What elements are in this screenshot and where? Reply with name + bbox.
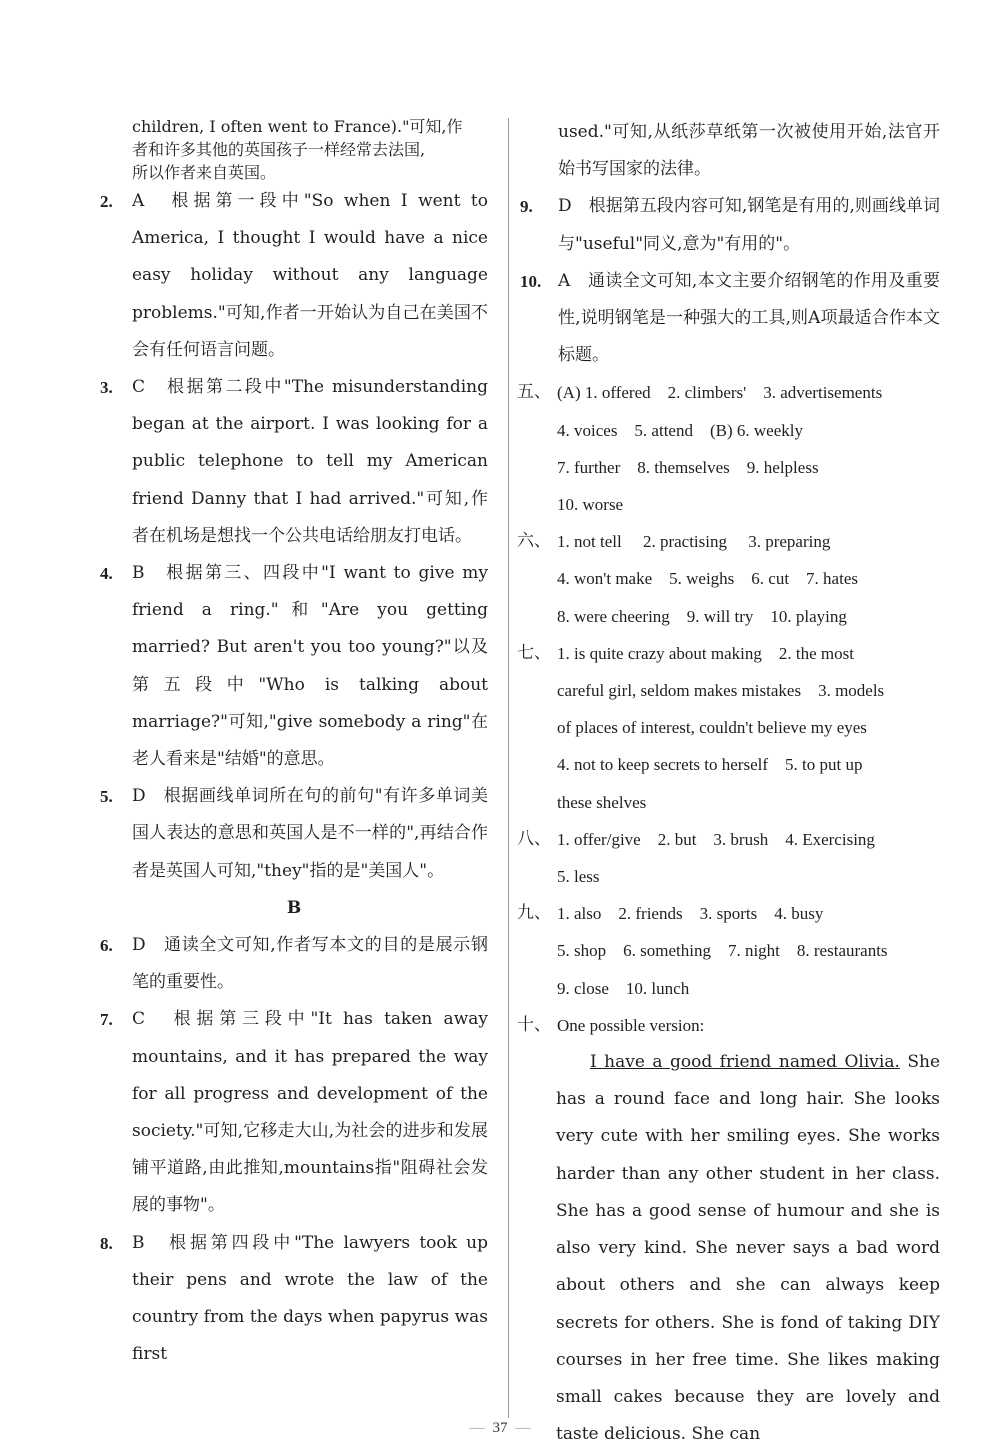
answer-number: 7. xyxy=(100,1010,113,1030)
answer-text: B 根据第四段中"The lawyers took up their pens and wrote the law of the country from the days when papyrus was first xyxy=(132,1232,488,1365)
answer-text: used."可知,从纸莎草纸第一次被使用开始,法官开始书写国家的法律。 xyxy=(558,122,940,180)
answer-8-continued xyxy=(558,114,940,188)
answer-line: 4. not to keep secrets to herself 5. to put up xyxy=(557,755,863,775)
left-column xyxy=(100,114,488,1374)
right-column xyxy=(517,114,941,1453)
answer-line: these shelves xyxy=(557,792,647,812)
answer-line: One possible version: xyxy=(557,1015,705,1035)
section-9 xyxy=(517,895,940,1007)
answer-item-10 xyxy=(520,263,940,375)
answer-text: A 根据第一段中"So when I went to America, I thought I would have a nice easy holiday without any language problems."可知,作者一开始认为自己在美国不会有任何语言问题。 xyxy=(132,191,488,360)
answer-item-3 xyxy=(100,369,488,555)
answer-text: D 通读全文可知,作者写本文的目的是展示钢笔的重要性。 xyxy=(132,935,488,993)
answer-text: D 根据第五段内容可知,钢笔是有用的,则画线单词与"useful"同义,意为"有用的"。 xyxy=(558,196,940,254)
answer-line: 4. voices 5. attend (B) 6. weekly xyxy=(557,420,803,440)
column-divider xyxy=(508,118,509,1418)
answer-number: 3. xyxy=(100,378,113,398)
page-number: 37 xyxy=(492,1420,508,1436)
answer-item-6 xyxy=(100,927,488,1001)
answer-text: C 根据第二段中"The misunderstanding began at the airport. I was looking for a public telephone to tell my American friend Danny that I had arrived."可知,作者在机场是想找一个公共电话给朋友打电话。 xyxy=(132,377,488,546)
left-intro xyxy=(132,114,488,183)
essay-topic-sentence: I have a good friend named Olivia. xyxy=(590,1052,900,1073)
section-10 xyxy=(517,1007,940,1044)
section-label: 十、 xyxy=(517,1014,551,1035)
sample-essay xyxy=(556,1044,940,1453)
section-7 xyxy=(517,635,940,821)
answer-number: 4. xyxy=(100,564,113,584)
section-label: 七、 xyxy=(517,642,551,663)
answer-line: 4. won't make 5. weighs 6. cut 7. hates xyxy=(557,569,858,589)
answer-line: of places of interest, couldn't believe my eyes xyxy=(557,718,867,738)
answer-number: 5. xyxy=(100,787,113,807)
section-heading: B xyxy=(286,897,302,918)
answer-item-2 xyxy=(100,183,488,369)
answer-line: 1. offer/give 2. but 3. brush 4. Exercising xyxy=(557,829,875,849)
footer-dash: — xyxy=(469,1420,485,1436)
answer-line: 1. also 2. friends 3. sports 4. busy xyxy=(557,904,824,924)
answer-number: 6. xyxy=(100,936,113,956)
answer-item-9 xyxy=(520,188,940,262)
essay-body: She has a round face and long hair. She looks very cute with her smiling eyes. She works harder than any other student in her class. She has a good sense of humour and she is also very kind. She never says a bad word about others and she can always keep secrets for others. She is fond of taking DIY courses in her free time. She likes making small cakes because they are lovely and taste delicious. She can xyxy=(556,1052,941,1445)
answer-line: 8. were cheering 9. will try 10. playing xyxy=(557,606,847,626)
text-line: children, I often went to France)."可知,作 xyxy=(132,117,463,136)
answer-line: (A) 1. offered 2. climbers' 3. advertisements xyxy=(557,383,883,403)
section-label: 八、 xyxy=(517,828,551,849)
answer-text: A 通读全文可知,本文主要介绍钢笔的作用及重要性,说明钢笔是一种强大的工具,则A项最适合作本文标题。 xyxy=(558,270,940,366)
section-5 xyxy=(517,374,940,523)
text-line: 所以作者来自英国。 xyxy=(132,163,277,182)
answer-item-5 xyxy=(100,778,488,890)
answer-line: 5. shop 6. something 7. night 8. restaurants xyxy=(557,941,888,961)
answer-text: B 根据第三、四段中"I want to give my friend a ring."和"Are you getting married? But aren't you too young?"以及第五段中"Who is talking about marriage?"可知,"give somebody a ring"在老人看来是"结婚"的意思。 xyxy=(132,563,488,770)
section-label: 九、 xyxy=(517,903,551,924)
answer-text: D 根据画线单词所在句的前句"有许多单词美国人表达的意思和英国人是不一样的",再结合作者是英国人可知,"they"指的是"美国人"。 xyxy=(132,786,488,881)
answer-number: 8. xyxy=(100,1233,113,1253)
answer-line: 1. not tell 2. practising 3. preparing xyxy=(557,532,831,552)
answer-number: 2. xyxy=(100,192,113,211)
answer-line: careful girl, seldom makes mistakes 3. models xyxy=(557,681,885,701)
answer-number: 9. xyxy=(520,197,533,217)
answer-line: 1. is quite crazy about making 2. the most xyxy=(557,643,854,663)
answer-item-7 xyxy=(100,1001,488,1224)
answer-text: C 根据第三段中"It has taken away mountains, and it has prepared the way for all progress and development of the society."可知,它移走大山,为社会的进步和发展铺平道路,由此推知,mountains指"阻碍社会发展的事物"。 xyxy=(132,1009,488,1216)
answer-line: 9. close 10. lunch xyxy=(557,978,690,998)
text-line: 者和许多其他的英国孩子一样经常去法国, xyxy=(132,140,426,159)
answer-line: 10. worse xyxy=(557,495,624,515)
answer-number: 10. xyxy=(520,271,542,291)
section-label: 六、 xyxy=(517,531,551,552)
answer-item-8 xyxy=(100,1225,488,1374)
section-6 xyxy=(517,523,940,635)
answer-line: 7. further 8. themselves 9. helpless xyxy=(557,457,819,477)
page-footer xyxy=(0,1420,1000,1437)
section-label: 五、 xyxy=(517,382,551,403)
answer-item-4 xyxy=(100,555,488,778)
answer-line: 5. less xyxy=(557,867,600,887)
footer-dash: — xyxy=(515,1420,531,1436)
section-8 xyxy=(517,821,940,895)
